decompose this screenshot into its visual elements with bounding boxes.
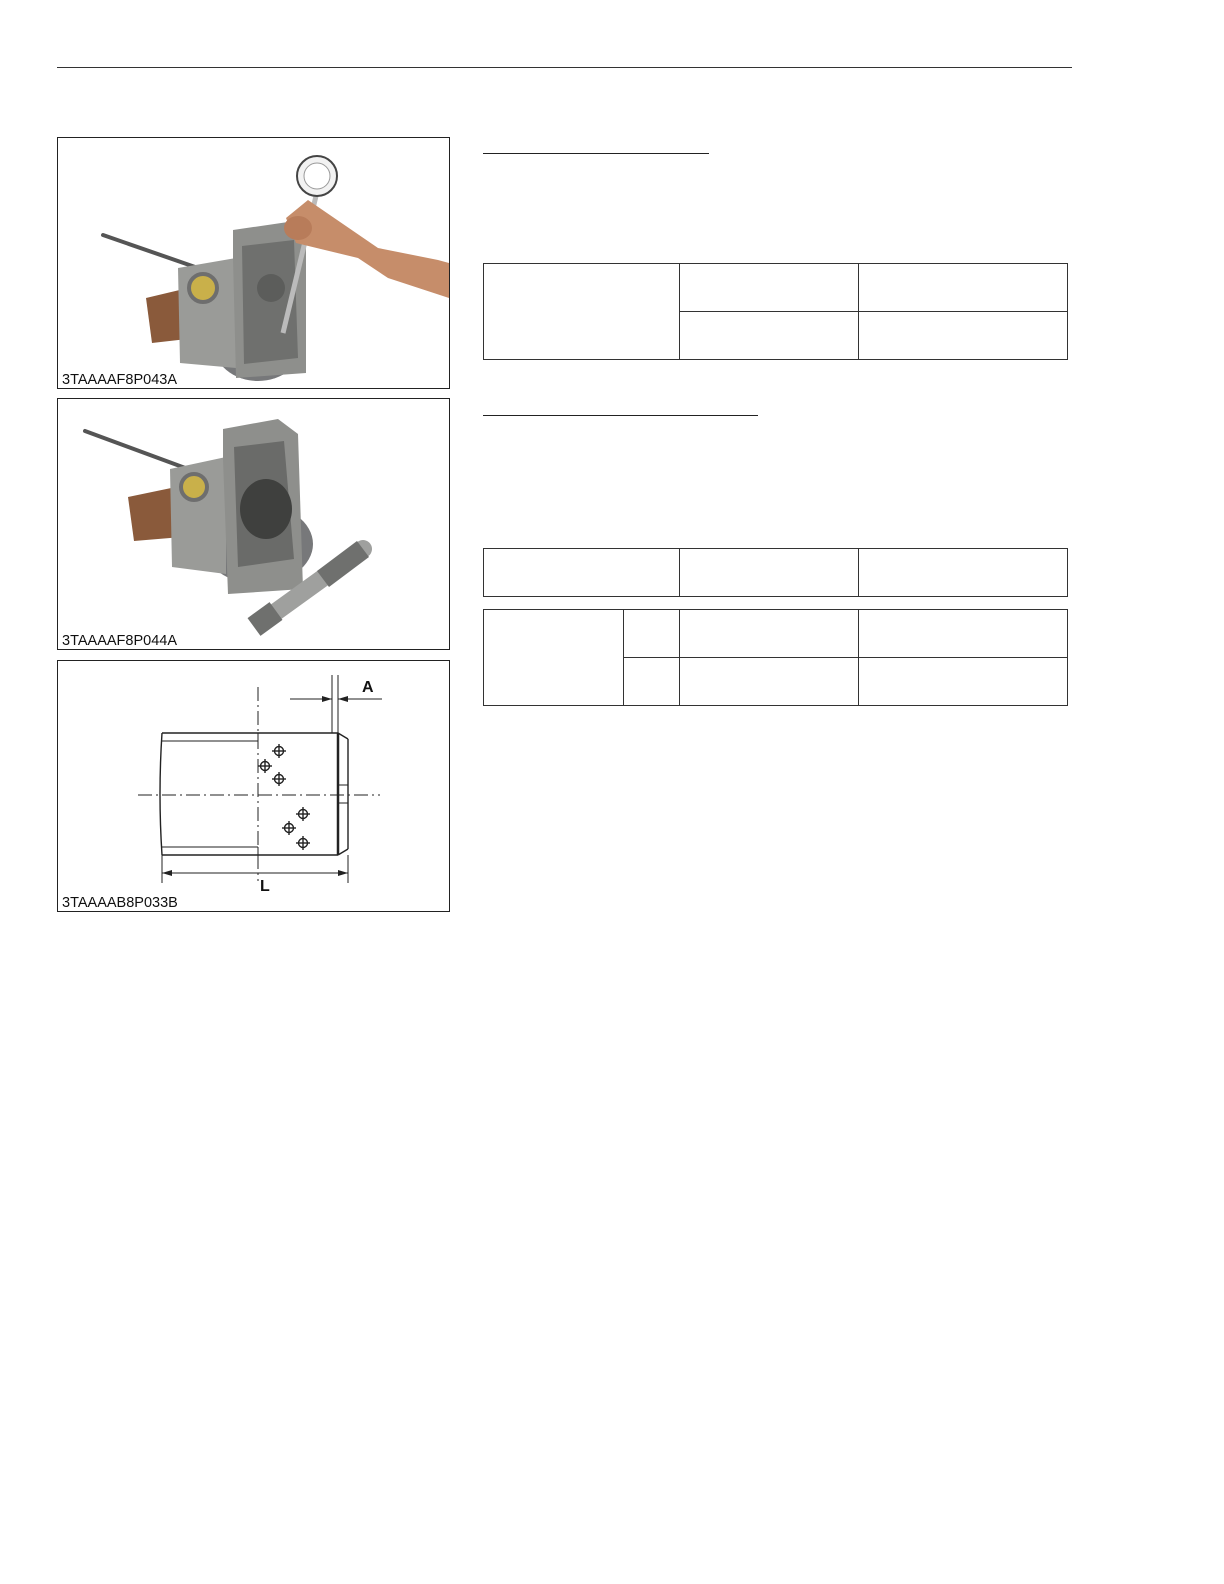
spec-table-1-label-cell [680,264,859,312]
bore-measurement-illustration [58,138,449,388]
spec-table-2 [483,548,1068,597]
figure-1-caption: 3TAAAAF8P043A [62,372,177,388]
spec-table-1-value-cell [859,312,1068,360]
dimension-label-l: L [260,878,270,895]
spec-table-1-value-cell [859,264,1068,312]
spec-table-3-sub-cell [624,658,680,706]
spec-table-1-label-cell [680,312,859,360]
spec-table-3-value-cell [859,658,1068,706]
spec-table-1 [483,263,1068,360]
spec-table-3-sub-cell [624,610,680,658]
figure-dimension-drawing [57,660,450,912]
spec-table-1-item-cell [484,264,680,360]
section-2-heading-rule [483,415,758,416]
header-rule [57,67,1072,68]
spec-table-3-label-cell [680,610,859,658]
shaft-and-housing-illustration [58,399,449,649]
figure-2-caption: 3TAAAAF8P044A [62,633,177,649]
spec-table-2-value-cell [859,549,1068,597]
dimension-drawing [58,661,449,911]
spec-table-3-value-cell [859,610,1068,658]
figure-bore-measurement [57,137,450,389]
spec-table-2-item-cell [484,549,680,597]
spec-table-2-label-cell [680,549,859,597]
figure-shaft-and-housing [57,398,450,650]
figure-3-caption: 3TAAAAB8P033B [62,895,178,911]
section-1-heading-rule [483,153,709,154]
spec-table-3 [483,609,1068,706]
dimension-label-a: A [362,679,374,696]
spec-table-3-item-cell [484,610,624,706]
spec-table-3-label-cell [680,658,859,706]
